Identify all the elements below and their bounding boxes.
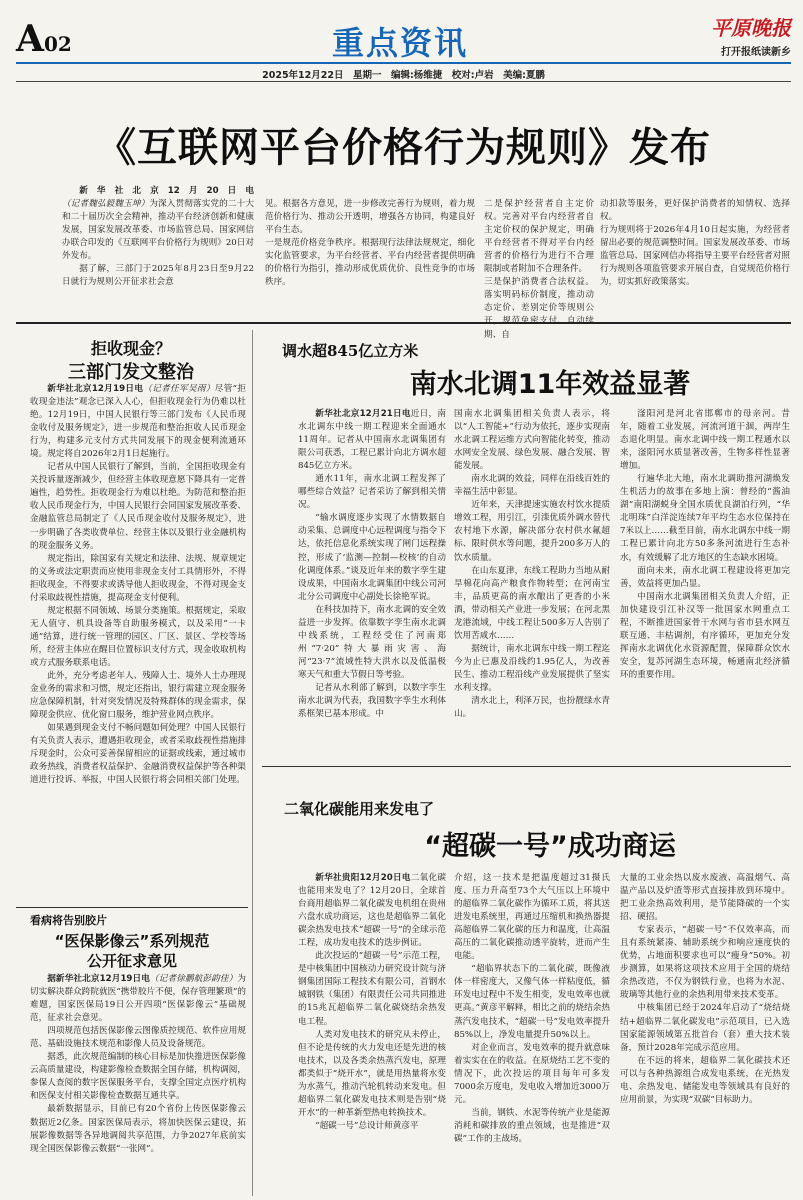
- cash-p3: 规定指出，除国家有关规定和法律、法规、规章规定的义务或法定职责而应使用非现金支付工具情形外，不得拒收现金，不得要求或诱导他人拒收现金，不得对现金支付采取歧视性措施，提高现金支付便利。: [30, 553, 246, 603]
- water-c2-p1: 国南水北调集团相关负责人表示，将以“人工智能+”行动为依托，逐步实现南水北调工程运维方式向智能化转变，推动水网安全发展、绿色发展、融合发展、智能发展。: [454, 409, 610, 472]
- water-c1-p1: 近日，南水北调东中线一期工程迎来全面通水11周年。记者从中国南水北调集团有限公司获悉，工程已累计向北方调水超845亿立方米。: [298, 409, 446, 472]
- right-divider: [262, 766, 791, 767]
- water-c3-p3: 面向未来，南水北调工程建设将更加完善，效益将更加凸显。: [620, 565, 790, 589]
- cash-p6: 如果遇到现金支付不畅问题如何处理？中国人民银行有关负责人表示，遭遇拒收现金，或者采取歧视性措施排斥现金时，公众可妥善保留相应的证据或线索，通过城市政务热线，消费者权益保护、金融消费权益保护等各种渠道进行投诉、举报，中国人民银行将会同相关部门处理。: [30, 723, 246, 786]
- carbon-c1-p2: 此次投运的“超碳一号”示范工程，是中核集团中国核动力研究设计院与济钢集团国际工程技术有限公司，首钢水城钢铁（集团）有限责任公司共同推进的15兆瓦超临界二氧化碳烧结余热发电工程。: [298, 951, 446, 1027]
- carbon-col3: [620, 872, 790, 1198]
- brand-name: 平原晚报: [711, 16, 791, 40]
- top-article-col2-text: 见。根据各方意见，进一步修改完善行为规则，着力规范价格行为、推动公开透明，增强各方协同，构建良好平台生态。 一是规范价格竞争秩序。根据现行法律法规规定，细化实化监管要求，为平台经营者、平台内经营者提供明确的价格行为指引，推动形成优质优价、良性竞争的市场秩序。: [265, 199, 475, 288]
- carbon-c3-p2: 专家表示，“超碳一号”不仅效率高，而且有系统紧凑、辅助系统少和响应速度快的优势，占地面积要求也可以“瘦身”50%。初步测算，如果将这项技术应用于全国的烧结余热改造，不仅为钢铁行业，也将为水泥、玻璃等其他行业的余热利用带来技术变革。: [620, 925, 790, 1001]
- cash-kicker: 拒收现金？: [90, 339, 171, 358]
- medical-p2: 四项规范包括医保影像云图像质控规范、软件应用规范、基础设施技术规范和影像人员及设备规范。: [30, 1026, 246, 1050]
- masthead: [0, 0, 803, 82]
- medical-title-line2: 公开征求意见: [86, 952, 177, 970]
- cash-p1: 尽管“拒收现金违法”观念已深入人心，但拒收现金行为仍难以杜绝。12月19日，中国人民银行等三部门发布《人民币现金收付及服务规定》，进一步规范和整治拒收人民币现金行为，构建多元支付方式共同发展下的现金便利流通环境。规定将自2026年2月1日起施行。: [30, 384, 246, 460]
- top-article-p2: 据了解，三部门于2025年8月23日至9月22日就行为规则公开征求社会意: [62, 264, 254, 288]
- top-section-rule: [16, 322, 791, 324]
- top-article-col4-text: 动扣款等服务，更好保护消费者的知情权、选择权。 行为规则将于2026年4月10日起实施，为经营者留出必要的规范调整时间。国家发展改革委、市场监管总局、国家网信办将指导主要平台经营者对照行为规则各项监管要求开展自查，自觉规范价格行为，切实抓好政策落实。: [600, 199, 790, 288]
- section-title: 重点资讯: [331, 24, 468, 62]
- carbon-c2-p1: 介绍，这一技术是把温度超过31摄氏度、压力升高至73个大气压以上环境中的超临界二氧化碳作为循环工质，将其送进发电系统里，再通过压缩机和换热器提高超临界二氧化碳的压力和温度，让高温高压的二氧化碳推动透平旋转，进而产生电能。: [454, 873, 610, 962]
- brand-logo: [676, 12, 791, 58]
- top-article-col1: [62, 185, 254, 310]
- info-rule: [16, 81, 791, 82]
- cash-p5: 此外，充分考虑老年人、残障人士、境外人士办理现金业务的需求和习惯，规定还指出，银行需建立现金服务应急保障机制，针对突发情况及特殊群体的现金需求，保障现金供应、优化窗口服务，维护营业网点秩序。: [30, 671, 246, 721]
- carbon-c3-p4: 在不远的将来，超临界二氧化碳技术还可以与各种热源组合成发电系统，在光热发电、余热发电、储能发电等领域具有良好的应用前景，为实现“双碳”目标助力。: [620, 1055, 790, 1105]
- water-c1-p2: 通水11年，南水北调工程发挥了哪些综合效益？记者采访了解到相关情况。: [298, 474, 446, 511]
- water-c1-p4: 在科技加持下，南水北调的安全效益进一步发挥。依靠数字孪生南水北调中线系统，工程经受住了河南郑州“7·20”特大暴雨灾害、海河“23·7”流域性特大洪水以及低温极寒天气和重大节假日等考验。: [298, 604, 446, 680]
- water-kicker: 调水超845亿立方米: [282, 342, 419, 360]
- carbon-kicker: 二氧化碳能用来发电了: [284, 800, 435, 818]
- carbon-col1: [298, 872, 446, 1198]
- top-article-p1: 为深入贯彻落实党的二十大和二十届历次全会精神，推动平台经济创新和健康发展，国家发展改革委、市场监管总局、国家网信办联合印发的《互联网平台价格行为规则》20日对外发布。: [62, 199, 254, 262]
- medical-p1: 为切实解决群众跨院就医“携带胶片不便，保存管理繁琐”的难题，国家医保局19日公开四项“医保影像云”基础规范，征求社会意见。: [30, 974, 246, 1024]
- top-article-col3-text: 二是保护经营者自主定价权。完善对平台内经营者自主定价权的保护规定，明确平台经营者不得对平台内经营者的价格行为进行不合理限制或者附加不合理条件。 三是保护消费者合法权益。落实明码标价制度，推动动态定价、差别定价等规则公 期、自: [484, 199, 594, 340]
- top-article-dateline: 新华社北京12月20日电: [79, 186, 254, 196]
- medical-kicker: 看病将告别胶片: [30, 914, 107, 927]
- carbon-col2: [454, 872, 610, 1198]
- water-c3-p1: 滏阳河是河北省邯郸市的母亲河。昔年，随着工业发展，河流河道干涸，两岸生态退化明显。南水北调中线一期工程通水以来，滏阳河水质显著改善，生物多样性显著增加。: [620, 409, 790, 472]
- water-c1-p3: “输水调度逐步实现了水情数据自动采集、总调度中心远程调度与指令下达，依托信息化系统实现了闸门远程操控，形成了‘监测—控制—校核’的自动化调度体系。”谈及近年来的数字孪生建设成果，中国南水北调集团中线公司河北分公司调度中心副处长徐艳军说。: [298, 513, 446, 602]
- water-c1-p5: 记者从水利部了解到，以数字孪生南水北调为代表，我国数字孪生水利体系框架已基本形成。中: [298, 682, 446, 720]
- carbon-c3-p1: 大量的工业余热以废水废液、高温烟气、高温产品以及炉渣等形式直接排放到环境中。把工业余热高效利用，是节能降碳的一个实招、硬招。: [620, 873, 790, 923]
- cash-title: 三部门发文整治: [68, 362, 194, 383]
- cash-dateline: 新华社北京12月19日电: [47, 384, 144, 394]
- water-c2-p6: 清水北上，利泽万民，也扮靓绿水青山。: [454, 696, 610, 720]
- water-col1: [298, 408, 446, 753]
- medical-p3: 据悉，此次规范编制的核心目标是加快推进医保影像云高质量建设，构建影像检查数据全国存储，机构调阅，参保人查阅的数字医保服务平台，支撑全国定点医疗机构和医保支付相关影像检查数据互通共享。: [30, 1052, 246, 1102]
- water-col3: [620, 408, 790, 753]
- carbon-title: “超碳一号”成功商运: [424, 831, 676, 862]
- masthead-rule: [16, 62, 791, 64]
- medical-article-body: [30, 973, 246, 1197]
- carbon-c1-p4: “超碳一号”总设计师黄彦平: [315, 1120, 419, 1131]
- carbon-dateline: 新华社贵阳12月20日电: [315, 873, 411, 883]
- medical-dateline: 据新华社北京12月19日电: [47, 974, 151, 984]
- carbon-c2-p3: 对企业而言，发电效率的提升就意味着实实在在的收益。在原烧结工艺不变的情况下，此次投运的项目每年可多发7000余万度电，发电收入增加近3000万元。: [454, 1042, 610, 1105]
- water-c2-p3: 近年来，天津提速实施农村饮水提质增效工程，用引江，引滦优质外调水替代农村地下水源，解决部分农村供水氟超标、限时供水等问题，提升200多万人的饮水质量。: [454, 500, 610, 563]
- water-col2: [454, 408, 610, 753]
- top-article-col3: [484, 185, 594, 340]
- cash-byline: （记者任军吴雨）: [143, 384, 215, 394]
- page-letter: A: [16, 18, 44, 60]
- water-c2-p4: 在山东夏津，东线工程助力当地从耐旱棉花向高产粮食作物转型；在河南宝丰，品质更高的南水酿出了更香的小米酒，带动相关产业进一步发展；在河北黑龙港流域，中线工程让500多万人告别了饮用苦咸水……: [454, 565, 610, 641]
- water-title: 南水北调11年效益显著: [409, 369, 691, 400]
- left-column-rule: [252, 330, 253, 1196]
- top-article-byline: （记者魏弘毅魏玉坤）: [62, 199, 150, 210]
- top-article-col4: [600, 185, 790, 310]
- carbon-c2-p4: 当前，钢铁、水泥等传统产业是能源消耗和碳排放的重点领域，也是推进“双碳”工作的主战场。: [454, 1107, 610, 1144]
- carbon-c2-p2: “超临界状态下的二氧化碳，既像液体一样密度大，又像气体一样粘度低，循环发电过程中不发生相变，发电效率也就更高。”黄彦平解释，相比之前的烧结余热蒸汽发电技术，“超碳一号”发电效率提升85%以上，净发电量提升50%以上。: [454, 964, 610, 1040]
- carbon-c1-p1: 二氧化碳也能用来发电了？12月20日，全球首台商用超临界二氧化碳发电机组在贵州六盘水成功商运，这也是超临界二氧化碳余热发电技术“超碳一号”的全球示范工程，成功发电技术的迭步例证。: [298, 873, 446, 949]
- info-line: 2025年12月22日 星期一 编辑:杨维捷 校对:卢岩 美编:夏鹏: [262, 70, 545, 81]
- cash-p4: 规定根据不同领域、场景分类施策。根据规定，采取无人值守、机具设备等自助服务模式，以及采用“一卡通”结算，进行统一管理的园区、厂区、景区、学校等场所，经营主体应在醒目位置标识支付方式，现金收取机构或方式服务联系电话。: [30, 605, 246, 668]
- water-c2-p2: 南水北调的效益，同样在沿线百姓的幸福生活中彰显。: [454, 474, 610, 498]
- main-headline: 《互联网平台价格行为规则》发布: [96, 125, 711, 171]
- carbon-c1-p3: 人类对发电技术的研究从未停止，但不论是传统的火力发电还是先进的核电技术，以及各类余热蒸汽发电，原理都类似于“烧开水”，就是用热量将水变为水蒸气，推动汽轮机转动来发电。但超临界二氧化碳发电技术则是告别“烧开水”的一种革新型热电转换技术。: [298, 1029, 446, 1118]
- medical-byline: （记者徐鹏航彭韵佳）: [150, 974, 238, 984]
- water-c2-p5: 据统计，南水北调东中线一期工程迄今为止已惠及沿线约1.95亿人，为改善民生、推动工程沿线产业发展提供了坚实水利支撑。: [454, 643, 610, 693]
- top-article-col2: [265, 185, 475, 310]
- water-c3-p2: 行遍华北大地，南水北调助推河湖焕发生机活力的故事在多地上演：曾经的“酱油湖”南阳湖蜕身全国水质优良湖泊行列，“华北明珠”白洋淀连续7年平均生态水位保持在7米以上……截至目前，南水北调东中线一期工程已累计向北方50多条河流进行生态补水，有效缓解了北方地区的生态缺水困境。: [620, 474, 790, 563]
- cash-p2: 记者从中国人民银行了解到，当前，全国拒收现金有关投诉量逐渐减少，但经营主体收现意愿下降具有一定普遍性，趋势性。拒收现金行为难以杜绝。为防范和整治拒收人民币现金行为，中国人民银行会同国家发展改革委、金融监管总局制定了《人民币现金收付及服务规定》，进一步明确了各类收费单位、经营主体以及银行业金融机构的现金服务义务。: [30, 462, 246, 551]
- page-number: [16, 18, 72, 60]
- carbon-c3-p3: 中核集团已经于2024年启动了“烧结烧结+超临界二氧化碳发电”示范项目，已入选国家能源领域第五批首台（套）重大技术装备，预计2028年完成示范应用。: [620, 1003, 790, 1053]
- brand-slogan: 打开报纸读新乡: [721, 47, 791, 58]
- water-dateline: 新华社北京12月21日电: [315, 409, 411, 419]
- medical-title-line1: “医保影像云”系列规范: [54, 932, 210, 950]
- page-digits: 02: [43, 32, 72, 56]
- cash-article-body: [30, 383, 246, 903]
- water-c3-p4: 中国南水北调集团相关负责人介绍，正加快建设引江补汉等一批国家水网重点工程，不断推进国家骨干水网与省市县水网互联互通、丰枯调剂，有序循环，更加充分发挥南水北调优化水资源配置，保障群众饮水安全，复苏河湖生态环境，畅通南北经济循环的重要作用。: [620, 591, 790, 680]
- medical-p4: 最新数据显示，目前已有20个省份上传医保影像云数据近2亿条。国家医保局表示，将加快医保云建设，拓展影像数据等各异地调阅共享范围，力争2027年底前实现全国医保影像云数据“一张网”。: [30, 1104, 246, 1154]
- left-divider: [16, 907, 248, 908]
